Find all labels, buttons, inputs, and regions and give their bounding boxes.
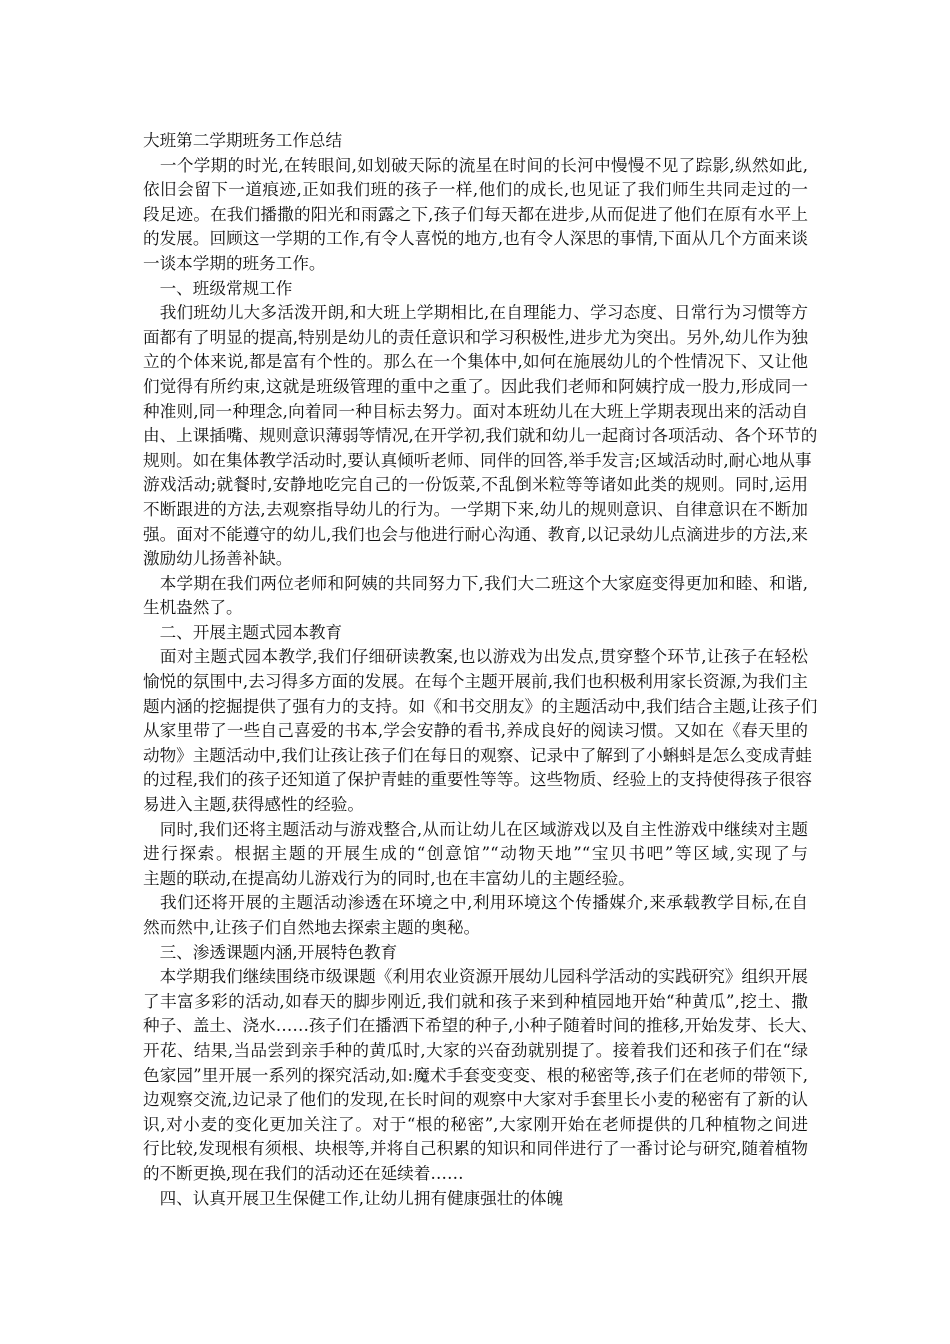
body-line: 愉悦的氛围中,去习得多方面的发展。在每个主题开展前,我们也积极利用家长资源,为我们主 (143, 672, 808, 692)
body-line: 动物》主题活动中,我们让孩让孩子们在每日的观察、记录中了解到了小蝌蚪是怎么变成青蛙 (143, 745, 813, 765)
paragraph-last-line: 一谈本学期的班务工作。 (143, 253, 326, 273)
body-line: 边观察交流,边记录了他们的发现,在长时间的观察中大家对手套里长小麦的秘密有了新的认 (143, 1090, 808, 1110)
body-line: 面都有了明显的提高,特别是幼儿的责任意识和学习积极性,进步尤为突出。另外,幼儿作为独 (143, 327, 808, 347)
paragraph-last-line: 然而然中,让孩子们自然地去探索主题的奥秘。 (143, 918, 481, 937)
body-line: 的发展。回顾这一学期的工作,有令人喜悦的地方,也有令人深思的事情,下面从几个方面来谈 (143, 229, 808, 249)
paragraph-last-line: 生机盎然了。 (143, 598, 243, 618)
body-line: 题内涵的挖掘提供了强有力的支持。如《和书交朋友》的主题活动中,我们结合主题,让孩子们 (143, 696, 818, 716)
body-line: 种子、盖土、浇水……孩子们在播洒下希望的种子,小种子随着时间的推移,开始发芽、长大、 (143, 1016, 818, 1036)
document-title: 大班第二学期班务工作总结 (143, 131, 343, 150)
body-line: 立的个体来说,都是富有个性的。那么在一个集体中,如何在施展幼儿的个性情况下、又让他 (143, 352, 808, 372)
section-heading: 二、开展主题式园本教育 (143, 622, 343, 642)
body-line: 由、上课插嘴、规则意识薄弱等情况,在开学初,我们就和幼儿一起商讨各项活动、各个环节的 (143, 426, 818, 446)
section-heading: 一、班级常规工作 (143, 278, 293, 298)
body-line: 依旧会留下一道痕迹,正如我们班的孩子一样,他们的成长,也见证了我们师生共同走过的一 (143, 180, 808, 200)
body-line: 行比较,发现根有须根、块根等,并将自己积累的知识和同伴进行了一番讨论与研究,随着植物 (143, 1139, 808, 1159)
body-line: 一个学期的时光,在转眼间,如划破天际的流星在时间的长河中慢慢不见了踪影,纵然如此, (143, 155, 808, 175)
paragraph-last-line: 易进入主题,获得感性的经验。 (143, 795, 364, 815)
body-line: 强。面对不能遵守的幼儿,我们也会与他进行耐心沟通、教育,以记录幼儿点滴进步的方法,来 (143, 524, 808, 544)
body-line: 我们还将开展的主题活动渗透在环境之中,利用环境这个传播媒介,来承载教学目标,在自 (143, 893, 808, 913)
body-line: 同时,我们还将主题活动与游戏整合,从而让幼儿在区域游戏以及自主性游戏中继续对主题 (143, 819, 808, 839)
document-page (143, 129, 818, 1211)
body-line: 规则。如在集体教学活动时,要认真倾听老师、同伴的回答,举手发言;区域活动时,耐心地从事 (143, 450, 812, 470)
paragraph-last-line: 主题的联动,在提高幼儿游戏行为的同时,也在丰富幼儿的主题经验。 (143, 868, 635, 888)
body-line: 从家里带了一些自己喜爱的书本,学会安静的看书,养成良好的阅读习惯。又如在《春天里的 (143, 721, 808, 741)
body-line: 我们班幼儿大多活泼开朗,和大班上学期相比,在自理能力、学习态度、日常行为习惯等方 (143, 303, 808, 323)
body-line: 不断跟进的方法,去观察指导幼儿的行为。一学期下来,幼儿的规则意识、自律意识在不断加 (143, 499, 808, 519)
paragraph-last-line: 激励幼儿扬善补缺。 (143, 549, 293, 569)
body-line: 本学期我们继续围绕市级课题《利用农业资源开展幼儿园科学活动的实践研究》组织开展 (143, 967, 808, 987)
section-heading: 四、认真开展卫生保健工作,让幼儿拥有健康强壮的体魄 (143, 1188, 564, 1208)
body-line: 识,对小麦的变化更加关注了。对于“根的秘密”,大家刚开始在老师提供的几种植物之间进 (143, 1114, 808, 1134)
body-line: 开花、结果,当品尝到亲手种的黄瓜时,大家的兴奋劲就别提了。接着我们还和孩子们在“绿 (143, 1040, 808, 1060)
body-line: 种准则,同一种理念,向着同一种目标去努力。面对本班幼儿在大班上学期表现出来的活动自 (143, 401, 808, 421)
body-line: 游戏活动;就餐时,安静地吃完自己的一份饭菜,不乱倒米粒等等诸如此类的规则。同时,运用 (143, 475, 808, 495)
body-line: 面对主题式园本教学,我们仔细研读教案,也以游戏为出发点,贯穿整个环节,让孩子在轻松 (143, 647, 808, 667)
body-line: 色家园”里开展一系列的探究活动,如:魔术手套变变变、根的秘密等,孩子们在老师的带领下, (143, 1065, 808, 1085)
body-line: 的过程,我们的孩子还知道了保护青蛙的重要性等等。这些物质、经验上的支持使得孩子很容 (143, 770, 813, 790)
body-line: 们觉得有所约束,这就是班级管理的重中之重了。因此我们老师和阿姨拧成一股力,形成同一 (143, 376, 808, 396)
body-line: 段足迹。在我们播撒的阳光和雨露之下,孩子们每天都在进步,从而促进了他们在原有水平上 (143, 204, 808, 224)
body-line: 本学期在我们两位老师和阿姨的共同努力下,我们大二班这个大家庭变得更加和睦、和谐, (143, 573, 808, 593)
paragraph-last-line: 的不断更换,现在我们的活动还在延续着…… (143, 1163, 464, 1183)
body-line: 了丰富多彩的活动,如春天的脚步刚近,我们就和孩子来到种植园地开始“种黄瓜”,挖土、撒 (143, 991, 808, 1011)
body-line: 进行探索。根据主题的开展生成的“创意馆”“动物天地”“宝贝书吧”等区域,实现了与 (143, 844, 808, 864)
section-heading: 三、渗透课题内涵,开展特色教育 (143, 942, 398, 962)
